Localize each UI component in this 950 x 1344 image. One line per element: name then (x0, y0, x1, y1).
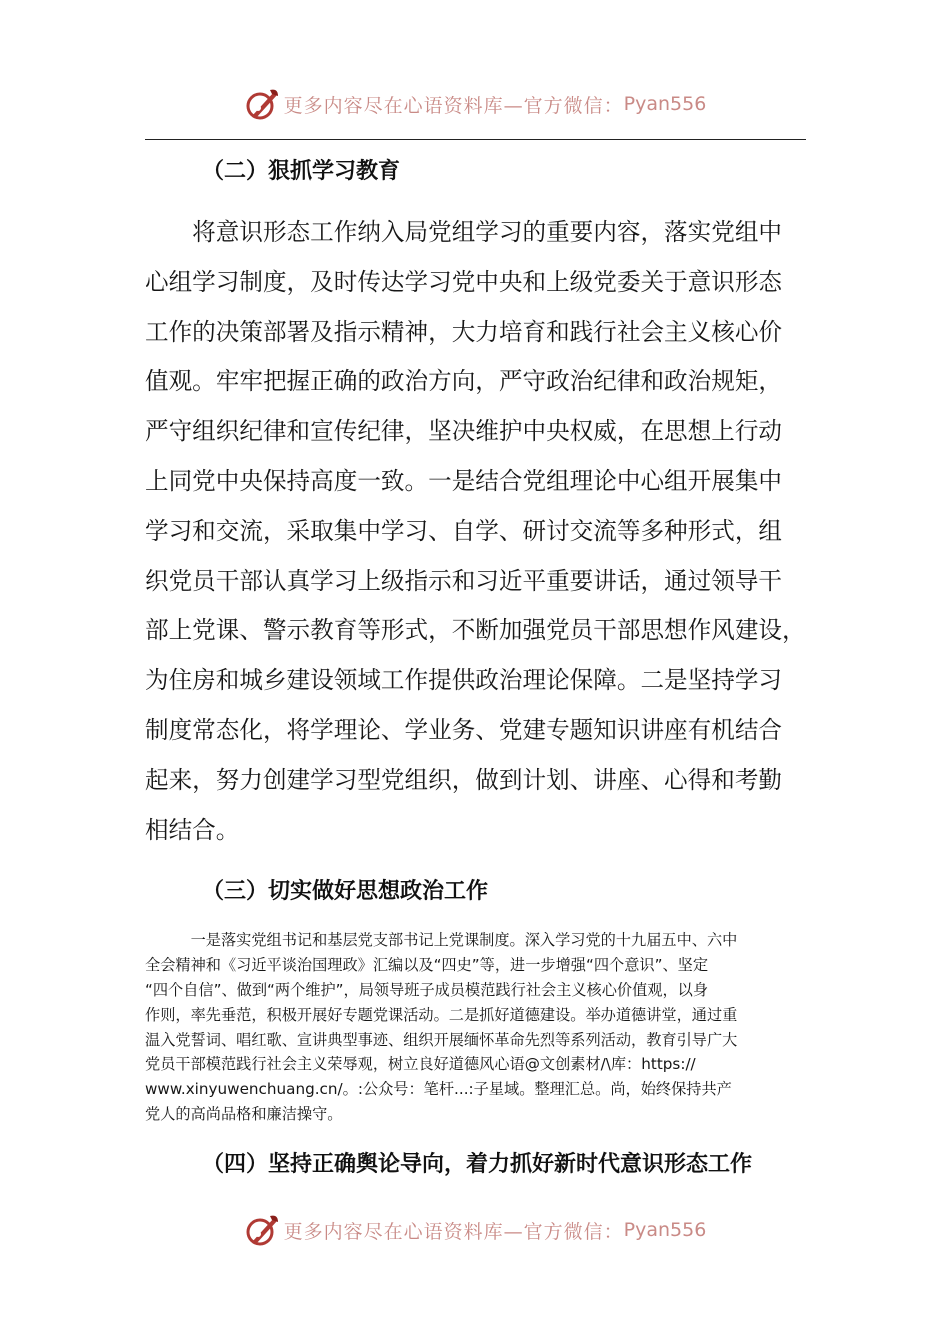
paragraph-line: 部上党课、警示教育等形式，不断加强党员干部思想作风建设， (145, 616, 806, 645)
paragraph-line: 温入党誓词、唱红歌、宣讲典型事迹、组织开展缅怀革命先烈等系列活动，教育引导广大 (145, 1030, 738, 1049)
watermark-text: 更多内容尽在心语资料库—官方微信： (283, 1220, 624, 1243)
section-heading-public-opinion: （四）坚持正确舆论导向，着力抓好新时代意识形态工作 (202, 1152, 753, 1177)
paragraph-line: “四个自信”、做到“两个维护”，局领导班子成员模范践行社会主义核心价值观，以身 (145, 980, 709, 999)
paragraph-line: 心组学习制度，及时传达学习党中央和上级党委关于意识形态 (145, 267, 783, 296)
section-heading-study-education: （二）狠抓学习教育 (202, 159, 401, 184)
footer-watermark (0, 1208, 950, 1252)
paragraph-line: 为住房和城乡建设领域工作提供政治理论保障。二是坚持学习 (145, 666, 783, 695)
paragraph-line: 作则，率先垂范，积极开展好专题党课活动。二是抓好道德建设。举办道德讲堂，通过重 (145, 1005, 738, 1024)
watermark-wechat-id: Pyan556 (623, 93, 707, 115)
paragraph-line: 将意识形态工作纳入局党组学习的重要内容，落实党组中 (145, 218, 783, 246)
paragraph-line: 相结合。 (145, 815, 240, 844)
section-study-education-paragraph (145, 208, 805, 855)
paragraph-line: 党员干部模范践行社会主义荣辱观，树立良好道德风心语@文创素材/\库：https:// (145, 1055, 696, 1074)
paragraph-line: 全会精神和《习近平谈治国理政》汇编以及“四史”等，进一步增强“四个意识”、坚定 (145, 955, 709, 974)
paragraph-line: 工作的决策部署及指示精神，大力培育和践行社会主义核心价 (145, 317, 783, 346)
watermark-wechat-id: Pyan556 (623, 1219, 707, 1241)
paragraph-line: 织党员干部认真学习上级指示和习近平重要讲话，通过领导干 (145, 566, 783, 595)
paragraph-line: 上同党中央保持高度一致。一是结合党组理论中心组开展集中 (145, 466, 783, 495)
header-divider (145, 139, 806, 140)
watermark-text: 更多内容尽在心语资料库—官方微信： (283, 94, 624, 117)
paragraph-line: www.xinyuwenchuang.cn/。:公众号：笔杆...:子星域。整理汇总。尚，始终保持共产 (145, 1080, 732, 1099)
paragraph-line: 起来，努力创建学习型党组织，做到计划、讲座、心得和考勤 (145, 765, 783, 794)
header-watermark (0, 82, 950, 126)
quill-logo-icon (244, 1212, 280, 1248)
paragraph-line: 一是落实党组书记和基层党支部书记上党课制度。深入学习党的十九届五中、六中 (145, 931, 738, 949)
section-ideological-work-paragraph (145, 928, 805, 1127)
paragraph-line: 严守组织纪律和宣传纪律，坚决维护中央权威，在思想上行动 (145, 417, 783, 446)
paragraph-line: 制度常态化，将学理论、学业务、党建专题知识讲座有机结合 (145, 715, 783, 744)
quill-logo-icon (244, 86, 280, 122)
section-heading-ideological-work: （三）切实做好思想政治工作 (202, 879, 489, 904)
paragraph-line: 学习和交流，采取集中学习、自学、研讨交流等多种形式，组 (145, 516, 783, 545)
paragraph-line: 值观。牢牢把握正确的政治方向，严守政治纪律和政治规矩， (145, 367, 783, 396)
paragraph-line: 党人的高尚品格和廉洁操守。 (145, 1105, 343, 1124)
